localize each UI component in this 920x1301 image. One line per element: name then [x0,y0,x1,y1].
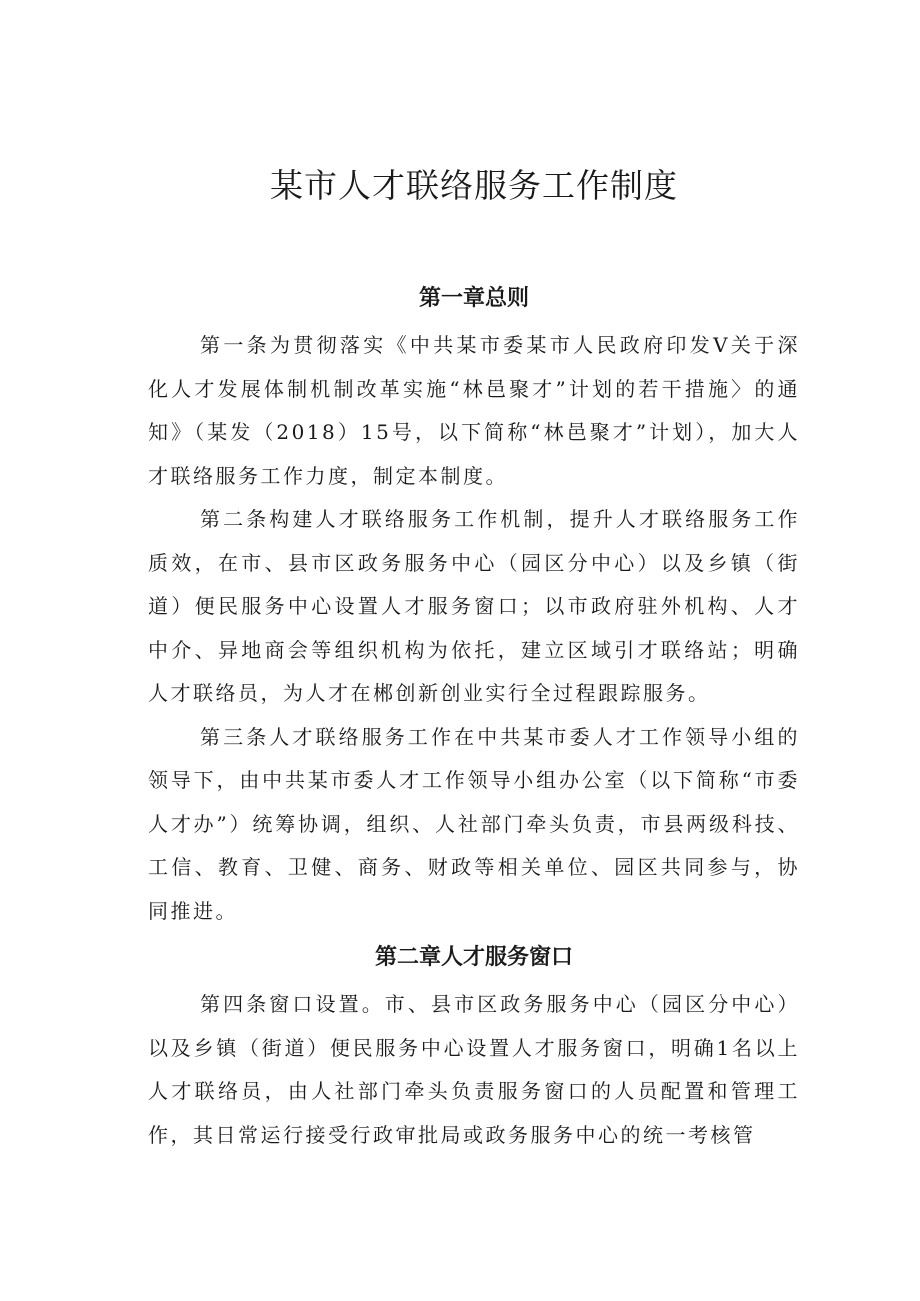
document-page [148,150,800,1157]
document-title: 某市人才联络服务工作制度 [270,166,678,205]
article-4: 第四条窗口设置。市、县市区政务服务中心（园区分中心）以及乡镇（街道）便民服务中心设置人才服务窗口，明确1名以上人才联络员，由人社部门牵头负责服务窗口的人员配置和管理工作，其日常运行接受行政审批局或政务服务中心的统一考核管 [148,992,800,1147]
chapter-heading: 第二章人才服务窗口 [374,945,573,970]
chapter-1 [148,274,800,933]
chapter-2 [148,933,800,1157]
article-3: 第三条人才联络服务工作在中共某市委人才工作领导小组的领导下，由中共某市委人才工作领导小组办公室（以下简称“市委人才办”）统筹协调，组织、人社部门牵头负责，市县两级科技、工信、教育、卫健、商务、财政等相关单位、园区共同参与，协同推进。 [148,724,800,923]
article-2: 第二条构建人才联络服务工作机制，提升人才联络服务工作质效，在市、县市区政务服务中心（园区分中心）以及乡镇（街道）便民服务中心设置人才服务窗口；以市政府驻外机构、人才中介、异地商会等组织机构为依托，建立区域引才联络站；明确人才联络员，为人才在郴创新创业实行全过程跟踪服务。 [148,507,800,705]
article-1: 第一条为贯彻落实《中共某市委某市人民政府印发V关于深化人才发展体制机制改革实施“林邑聚才”计划的若干措施〉的通知》（某发（2018）15号，以下简称“林邑聚才”计划），加大人才联络服务工作力度，制定本制度。 [148,333,800,488]
chapter-heading: 第一章总则 [418,286,529,311]
